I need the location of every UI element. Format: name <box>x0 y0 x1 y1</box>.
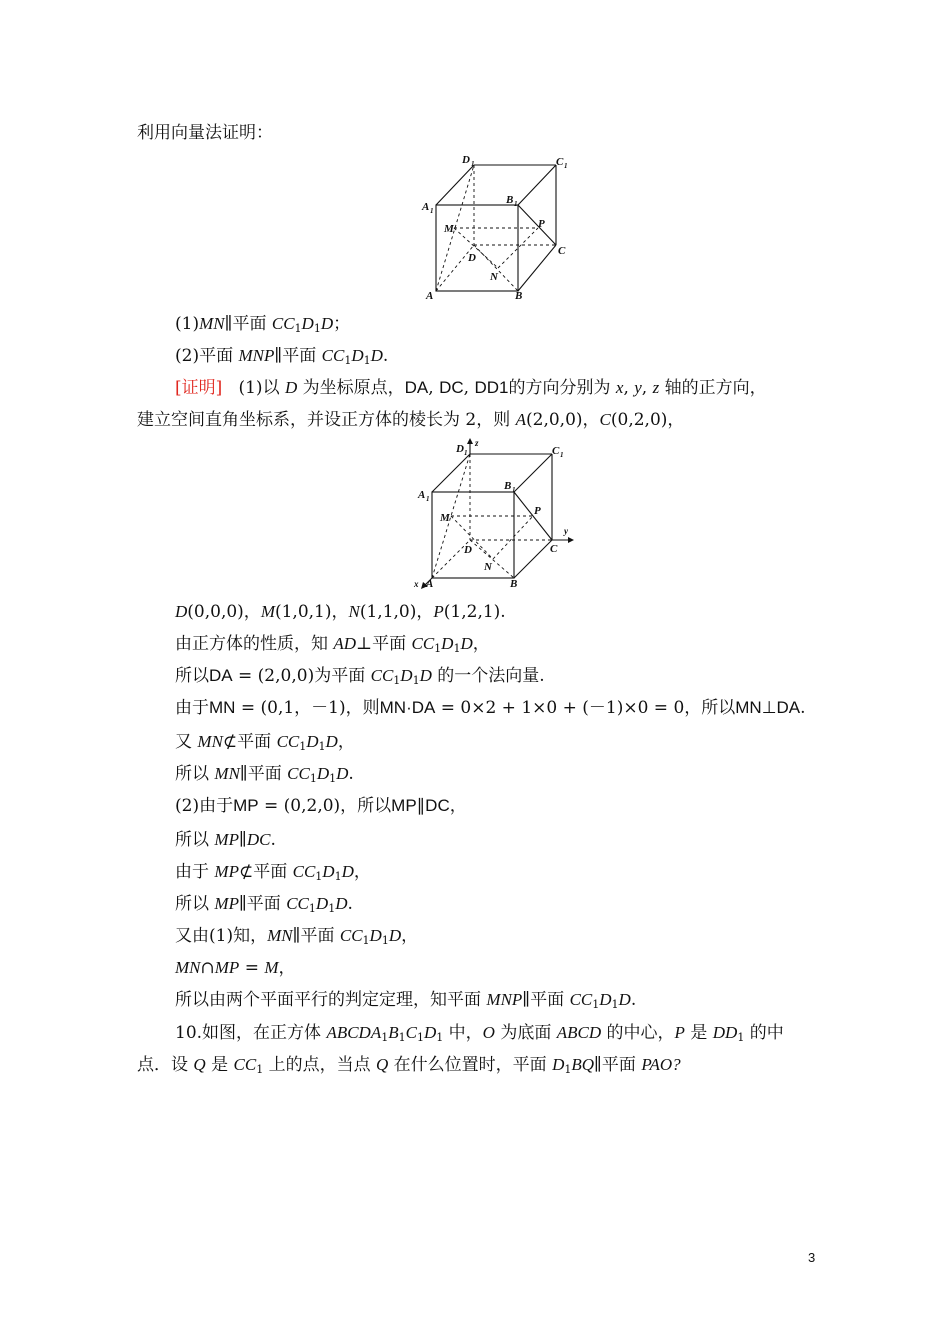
label-p: P <box>538 218 545 230</box>
label2-c1: C <box>552 445 560 457</box>
label-b: B <box>515 290 523 302</box>
svg-text:1: 1 <box>430 207 434 215</box>
label-b1: B <box>506 194 514 206</box>
step-3: 由于MN = (0,1，－1)，则MN·DA = 0×2 + 1×0 + (－1)×0 = 0，所以MN⊥DA. <box>175 698 806 718</box>
step-4: 又 MN⊄平面 $CC_1D_1D$， <box>175 732 355 753</box>
svg-text:1: 1 <box>426 495 430 503</box>
label-d: D <box>468 252 476 264</box>
question-10-line-2: 点．设 Q 是 $CC_1$ 上的点，当点 Q 在什么位置时，平面 $D_1BQ\parallel$平面 PAO? <box>137 1055 681 1076</box>
label2-a1: A <box>418 489 426 501</box>
proof-line-2: 建立空间直角坐标系，并设正方体的棱长为 2，则 A(2,0,0)，C(0,2,0)， <box>137 410 685 430</box>
question-1: (1)MN∥平面 $CC_1D_1D$； <box>175 314 351 335</box>
step-9: 所以 MP∥平面 $CC_1D_1D$. <box>175 894 353 915</box>
step-8: 由于 MP⊄平面 $CC_1D_1D$， <box>175 862 371 883</box>
label2-z: z <box>475 438 479 448</box>
svg-text:1: 1 <box>514 200 518 208</box>
page-number: 3 <box>808 1250 816 1265</box>
svg-text:1: 1 <box>560 451 564 459</box>
proof-line-1: [证明] (1)以 D 为坐标原点，DA, DC, DD1的方向分别为 x, y, z 轴的正方向， <box>175 378 767 398</box>
svg-text:1: 1 <box>512 486 516 494</box>
question-2: (2)平面 MNP∥平面 $CC_1D_1D$. <box>175 346 389 367</box>
cube-figure-1 <box>418 150 578 302</box>
label-m: M <box>444 223 454 235</box>
step-5: 所以 MN∥平面 $CC_1D_1D$. <box>175 764 354 785</box>
label2-y: y <box>564 526 568 536</box>
svg-text:1: 1 <box>471 160 475 168</box>
svg-text:1: 1 <box>564 162 568 170</box>
label2-b: B <box>510 578 518 590</box>
label2-n: N <box>484 561 492 573</box>
label2-m: M <box>440 512 450 524</box>
label-a1: A <box>422 201 430 213</box>
label-a: A <box>426 290 434 302</box>
label-n: N <box>490 271 498 283</box>
label2-p: P <box>534 505 541 517</box>
label2-c: C <box>550 543 558 555</box>
step-2: 所以DA = (2,0,0)为平面 $CC_1D_1D$ 的一个法向量. <box>175 666 545 687</box>
step-1: 由正方体的性质，知 AD⊥平面 $CC_1D_1D$， <box>175 634 490 655</box>
label-c: C <box>558 245 566 257</box>
step-12: 所以由两个平面平行的判定定理，知平面 MNP∥平面 $CC_1D_1D$. <box>175 990 637 1011</box>
label2-d: D <box>464 544 472 556</box>
step-6: (2)由于MP = (0,2,0)，所以MP∥DC， <box>175 796 467 816</box>
question-10-line-1: 10.如图，在正方体 $ABCDA_1B_1C_1D_1$ 中，O 为底面 ABCD 的中心，P 是 $DD_1$ 的中 <box>175 1023 784 1044</box>
label-d1: D <box>462 154 470 166</box>
coords-line: D(0,0,0)，M(1,0,1)，N(1,1,0)，P(1,2,1). <box>175 602 506 622</box>
label2-a: A <box>426 578 434 590</box>
label2-d1: D <box>456 443 464 455</box>
step-10: 又由(1)知，MN∥平面 $CC_1D_1D$， <box>175 926 419 947</box>
intro-text: 利用向量法证明： <box>137 123 273 143</box>
proof-tag: [证明] <box>175 378 223 398</box>
label2-x: x <box>414 579 419 589</box>
step-11: MN∩MP = M， <box>175 958 296 978</box>
label2-b1: B <box>504 480 512 492</box>
label-c1: C <box>556 156 564 168</box>
step-7: 所以 MP∥DC. <box>175 830 276 850</box>
cube-figure-2 <box>412 436 582 592</box>
svg-text:1: 1 <box>464 449 468 457</box>
